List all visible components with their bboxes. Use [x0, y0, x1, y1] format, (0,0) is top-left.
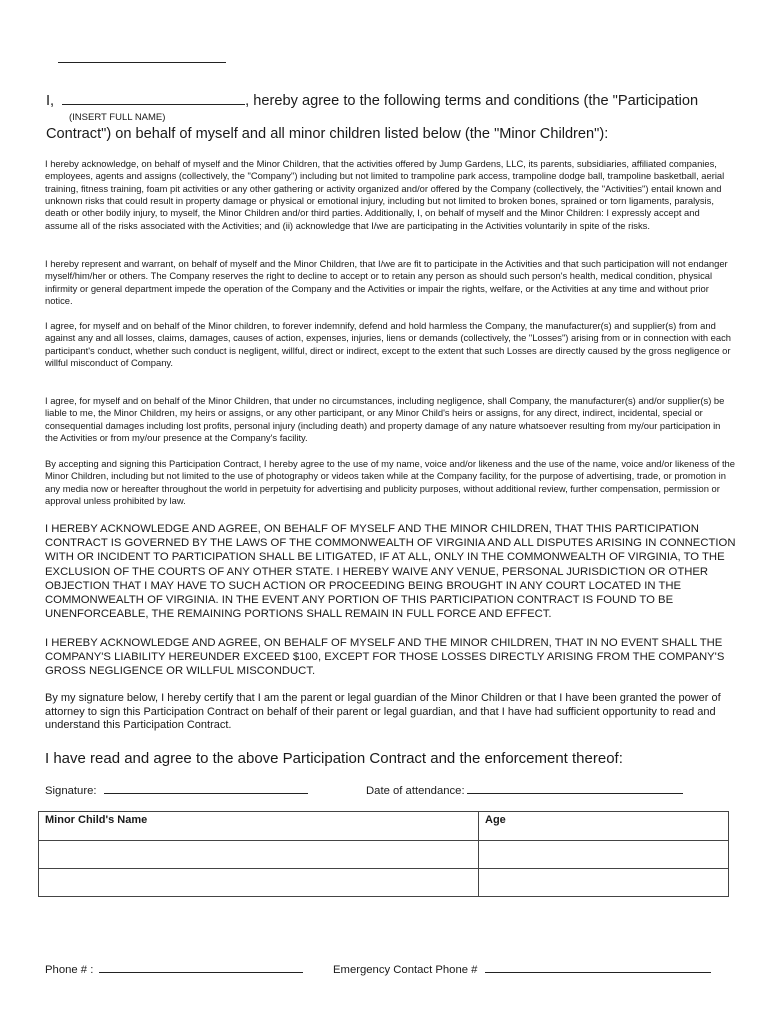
- child-name-cell[interactable]: [39, 841, 479, 869]
- phone-row: [45, 964, 303, 976]
- intro-line-1: [46, 93, 698, 109]
- likeness-paragraph: [45, 458, 735, 507]
- governing-law-paragraph: [45, 522, 745, 621]
- paragraph-text: I hereby acknowledge, on behalf of myself and the Minor Children, that the activities offered by Jump Gardens, LLC, its parents, subsidiaries, affiliated companies, employees, agents and assigns (collectively, the "Company") including but not limited to trampoline park access, trampoline dodge ball, trampoline basketball, aerial training, fitness training, foam pit activities or any other gathering or activity organized and/or offered by the Company (collectively, the "Activities") entail known and unknown risks that could result in property damage or physical or emotional injury, including but not limited to broken bones, sprained or torn ligaments, paralysis, death or other bodily injury, to myself, the Minor Children and/or third parties. Additionally, I, on behalf of myself and the Minor Children: I expressly accept and assume all of the risks associated with the Activities; and (ii) acknowledge that I/we are participating in the Activities voluntarily in spite of the risks.: [45, 158, 725, 231]
- paragraph-text: I HEREBY ACKNOWLEDGE AND AGREE, ON BEHALF OF MYSELF AND THE MINOR CHILDREN, THAT THIS PARTICIPATION CONTRACT IS GOVERNED BY THE LAWS OF THE COMMONWEALTH OF VIRGINIA AND ALL DISPUTES ARISING IN CONNECTION WITH OR INCIDENT TO PARTICIPATION SHALL BE LITIGATED, IF AT ALL, ONLY IN THE COMMONWEALTH OF VIRGINIA, TO THE EXCLUSION OF THE COURTS OF ANY OTHER STATE. I HEREBY WAIVE ANY VENUE, PERSONAL JURISDICTION OR OTHER OBJECTION THAT I MAY HAVE TO SUCH ACTION OR PROCEEDING BEING BROUGHT IN ANY COURT LOCATED IN THE COMMONWEALTH OF VIRGINIA. IN THE EVENT ANY PORTION OF THIS PARTICIPATION CONTRACT IS FOUND TO BE UNENFORCEABLE, THE REMAINING PORTIONS SHALL REMAIN IN FULL FORCE AND EFFECT.: [45, 523, 736, 621]
- paragraph-text: I agree, for myself and on behalf of the Minor Children, that under no circumstances, including negligence, shall Company, the manufacturer(s) and/or supplier(s) be liable to me, the Minor Children, my heirs or assigns, or any other participant, or any Minor Child's heirs or assigns, for any direct, indirect, incidental, special or consequential damages including lost profits, personal injury (including death) and property damage of any nature whatsoever resulting from my/our participation in the Activities or from my/our presence at the Company's facility.: [45, 395, 725, 444]
- liability-cap-paragraph: [45, 636, 745, 679]
- full-name-field[interactable]: [62, 104, 245, 105]
- emergency-phone-field[interactable]: [485, 972, 711, 973]
- signature-label: Signature:: [45, 785, 97, 797]
- risk-paragraph: [45, 158, 735, 232]
- emergency-row: [333, 964, 711, 976]
- table-row: [39, 869, 729, 897]
- agree-text: , hereby agree to the following terms and conditions (the "Participation: [245, 93, 699, 109]
- child-age-cell[interactable]: [479, 869, 729, 897]
- intro-line-2: Contract") on behalf of myself and all minor children listed below (the "Minor Children"):: [46, 126, 609, 142]
- column-header-name: Minor Child's Name: [39, 812, 479, 841]
- certification-paragraph: [45, 692, 735, 733]
- paragraph-text: By my signature below, I hereby certify that I am the parent or legal guardian of the Minor Children or that I have been granted the power of attorney to sign this Participation Contract on behalf of their parent or legal guardian, and that I have had sufficient opportunity to read and understand this Participation Contract.: [45, 692, 721, 732]
- paragraph-text: I HEREBY ACKNOWLEDGE AND AGREE, ON BEHALF OF MYSELF AND THE MINOR CHILDREN, THAT IN NO EVENT SHALL THE COMPANY'S LIABILITY HEREUNDER EXCEED $100, EXCEPT FOR THOSE LOSSES DIRECTLY ARISING FROM THE COMPANY'S GROSS NEGLIGENCE OR WILLFUL MISCONDUCT.: [45, 637, 725, 678]
- signature-field[interactable]: [104, 793, 308, 794]
- i-label: I,: [46, 93, 55, 109]
- phone-label: Phone # :: [45, 964, 94, 976]
- signature-row: [45, 785, 308, 797]
- date-label: Date of attendance:: [366, 785, 465, 797]
- date-field[interactable]: [467, 793, 683, 794]
- child-age-cell[interactable]: [479, 841, 729, 869]
- paragraph-text: I hereby represent and warrant, on behalf of myself and the Minor Children, that I/we are fit to participate in the Activities and that such participation will not endanger myself/him/her or others. The Company reserves the right to decline to accept or to retain any person as should such person's health, medical condition, physical infirmity or general department impede the operation of the Company and the Activities or impair the rights, welfare, or the Activities at any time and without prior notice.: [45, 258, 728, 307]
- child-name-cell[interactable]: [39, 869, 479, 897]
- table-header-row: [39, 812, 729, 841]
- emergency-label: Emergency Contact Phone #: [333, 964, 478, 976]
- fitness-paragraph: [45, 258, 735, 307]
- indemnify-paragraph: [45, 320, 735, 369]
- top-rule: [58, 62, 226, 63]
- table-row: [39, 841, 729, 869]
- paragraph-text: By accepting and signing this Participation Contract, I hereby agree to the use of my name, voice and/or likeness and the use of the name, voice and/or likeness of the Minor Children, including but not limited to the use of photography or videos taken while at the Company facility, for the purpose of advertising, trade, or promotion in any media now or hereafter throughout the world in perpetuity for advertising and publicity purposes, without additional review, further compensation, permission or approval unless prohibited by law.: [45, 458, 735, 507]
- read-agree-heading: I have read and agree to the above Participation Contract and the enforcement thereof:: [45, 750, 623, 767]
- paragraph-text: I agree, for myself and on behalf of the Minor children, to forever indemnify, defend and hold harmless the Company, the manufacturer(s) and supplier(s) from and against any and all losses, claims, damages, causes of action, expenses, injuries, liens or demands (collectively, the "Losses") arising from or in connection with each participant's conduct, whether such conduct is negligent, willful, direct or indirect, except to the extent that such Losses are directly caused by the gross negligence or willful misconduct of Company.: [45, 320, 731, 369]
- phone-field[interactable]: [99, 972, 303, 973]
- liability-paragraph: [45, 395, 735, 444]
- minor-children-table: [38, 811, 729, 897]
- date-row: [366, 785, 683, 797]
- insert-full-name-label: (INSERT FULL NAME): [69, 112, 166, 123]
- column-header-age: Age: [479, 812, 729, 841]
